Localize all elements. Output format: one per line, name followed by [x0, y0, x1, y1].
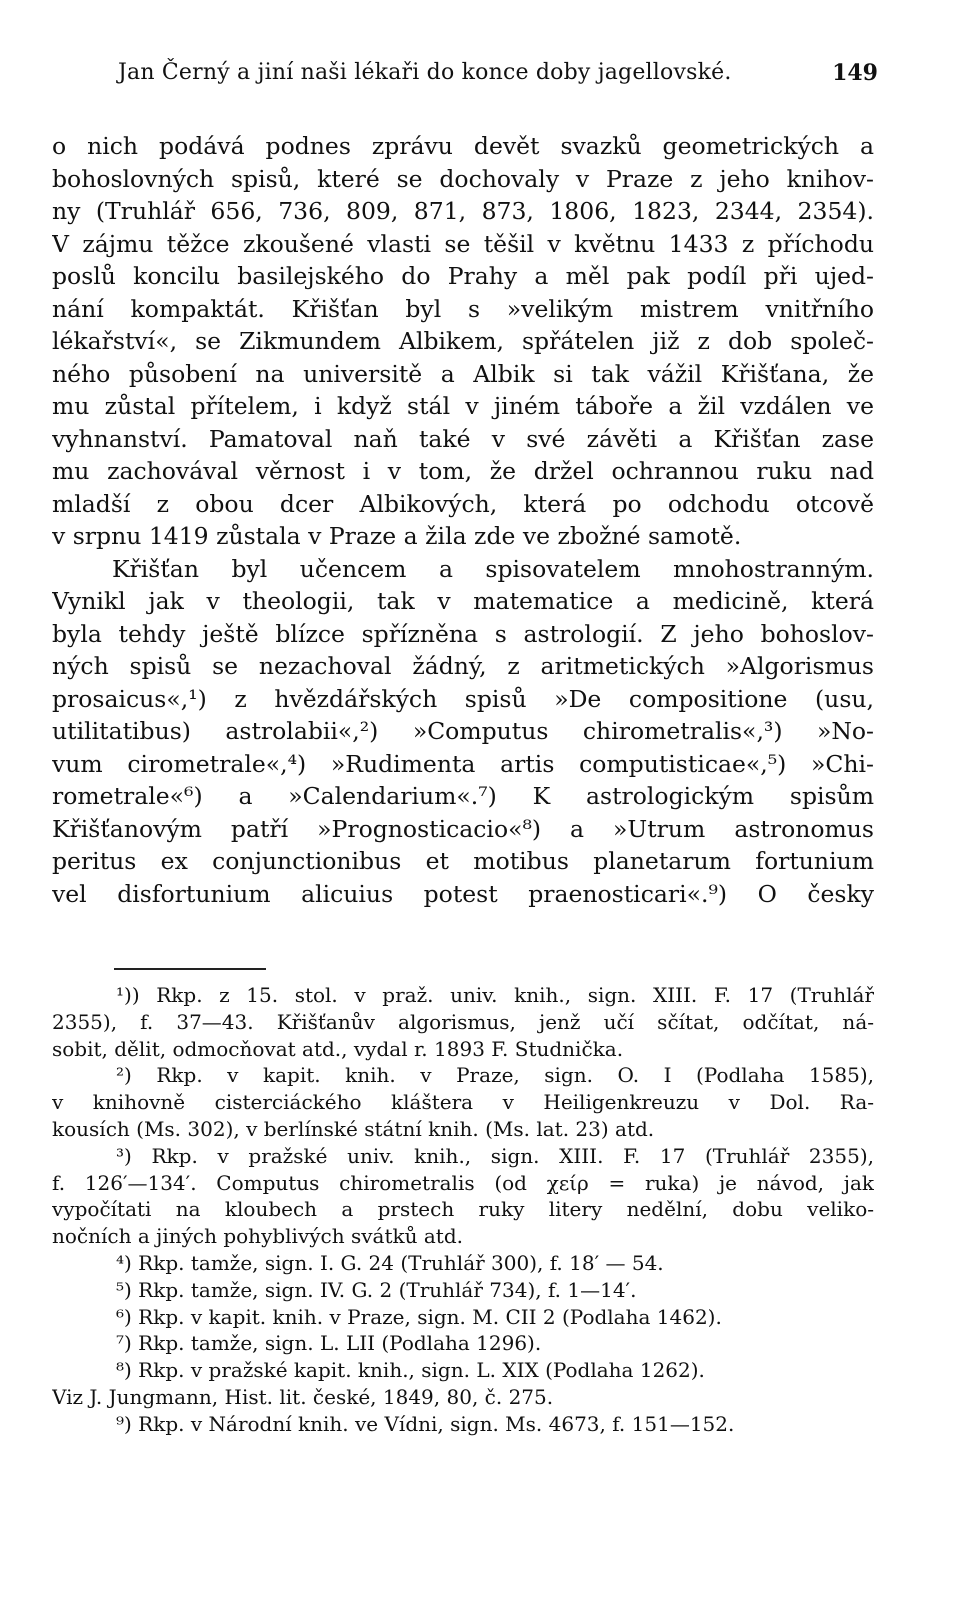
- body-line: mu zůstal přítelem, i když stál v jiném táboře a žil vzdálen ve: [52, 392, 874, 420]
- footnote-line: kousích (Ms. 302), v berlínské státní knih. (Ms. lat. 23) atd.: [52, 1116, 655, 1141]
- footnote-line: sobit, dělit, odmocňovat atd., vydal r. 1893 F. Studnička.: [52, 1036, 624, 1061]
- footnote-line: 2355), f. 37—43. Křišťanův algorismus, jenž učí sčítat, odčítat, ná-: [52, 1009, 874, 1034]
- footnote-separator: [114, 968, 266, 970]
- footnote-line: vypočítati na kloubech a prstech ruky litery nedělní, dobu veliko-: [52, 1197, 874, 1222]
- footnote-line: ⁷) Rkp. tamže, sign. L. LII (Podlaha 1296).: [116, 1331, 542, 1356]
- footnote-line: Viz J. Jungmann, Hist. lit. české, 1849, 80, č. 275.: [52, 1384, 554, 1409]
- body-line: mladší z obou dcer Albikových, která po odchodu otcově: [52, 489, 874, 518]
- body-line: Vynikl jak v theologii, tak v matematice a medicině, která: [52, 587, 874, 615]
- footnote-line: ⁸) Rkp. v pražské kapit. knih., sign. L. XIX (Podlaha 1262).: [116, 1358, 705, 1383]
- running-header: [118, 60, 878, 86]
- footnote-line: ¹)) Rkp. z 15. stol. v praž. univ. knih., sign. XIII. F. 17 (Truhlář: [116, 983, 874, 1007]
- body-line: mu zachovával věrnost i v tom, že držel ochrannou ruku nad: [52, 457, 874, 485]
- footnote-line: ²) Rkp. v kapit. knih. v Praze, sign. O. I (Podlaha 1585),: [116, 1063, 874, 1088]
- body-line: vel disfortunium alicuius potest praenosticari«.⁹) O česky: [52, 879, 874, 908]
- body-line: utilitatibus) astrolabii«,²) »Computus chirometralis«,³) »No-: [52, 717, 874, 745]
- footnote-line: ⁴) Rkp. tamže, sign. I. G. 24 (Truhlář 300), f. 18′ — 54.: [116, 1250, 664, 1275]
- footnote-line: nočních a jiných pohyblivých svátků atd.: [52, 1224, 463, 1249]
- footnote-line: ³) Rkp. v pražské univ. knih., sign. XIII. F. 17 (Truhlář 2355),: [116, 1143, 874, 1168]
- body-line: byla tehdy ještě blízce spřízněna s astrologií. Z jeho bohoslov-: [52, 619, 874, 648]
- body-line: nání kompaktát. Křišťan byl s »velikým mistrem vnitřního: [52, 294, 874, 323]
- body-line: Křišťanovým patří »Prognosticacio«⁸) a »Utrum astronomus: [52, 814, 874, 843]
- body-line: vyhnanství. Pamatoval naň také v své závěti a Křišťan zase: [52, 424, 874, 453]
- footnotes: [52, 982, 874, 1438]
- body-line: rometrale«⁶) a »Calendarium«.⁷) K astrologickým spisům: [52, 782, 874, 810]
- footnote-line: ⁵) Rkp. tamže, sign. IV. G. 2 (Truhlář 734), f. 1—14′.: [116, 1277, 637, 1302]
- footnote-line: f. 126′—134′. Computus chirometralis (od χείρ = ruka) je návod, jak: [52, 1170, 874, 1195]
- body-line: o nich podává podnes zprávu devět svazků geometrických a: [52, 132, 874, 160]
- body-line: v srpnu 1419 zůstala v Praze a žila zde ve zbožné samotě.: [52, 522, 742, 550]
- body-line: poslů koncilu basilejského do Prahy a měl pak podíl při ujed-: [52, 262, 874, 290]
- body-line: vum cirometrale«,⁴) »Rudimenta artis computisticae«,⁵) »Chi-: [52, 749, 874, 778]
- body-line: prosaicus«,¹) z hvězdářských spisů »De compositione (usu,: [52, 684, 874, 713]
- body-line: bohoslovných spisů, které se dochovaly v Praze z jeho knihov-: [52, 164, 874, 193]
- footnote-line: ⁹) Rkp. v Národní knih. ve Vídni, sign. Ms. 4673, f. 151—152.: [116, 1411, 735, 1436]
- footnote-line: ⁶) Rkp. v kapit. knih. v Praze, sign. M. CII 2 (Podlaha 1462).: [116, 1304, 722, 1329]
- body-line: peritus ex conjunctionibus et motibus planetarum fortunium: [52, 847, 874, 875]
- running-title: Jan Černý a jiní naši lékaři do konce doby jagellovské.: [118, 60, 732, 85]
- body-line: ných spisů se nezachoval žádný, z aritmetických »Algorismus: [52, 652, 874, 680]
- footnote-line: v knihovně cisterciáckého kláštera v Heiligenkreuzu v Dol. Ra-: [52, 1090, 874, 1115]
- body-text: [52, 130, 874, 910]
- body-line: V zájmu těžce zkoušené vlasti se těšil v květnu 1433 z příchodu: [52, 229, 874, 258]
- body-line: ného působení na universitě a Albik si tak vážil Křišťana, že: [52, 359, 874, 388]
- body-line: lékařství«, se Zikmundem Albikem, spřátelen již z dob společ-: [52, 327, 874, 355]
- body-line: ny (Truhlář 656, 736, 809, 871, 873, 1806, 1823, 2344, 2354).: [52, 197, 874, 225]
- paragraph-start-line: Křišťan byl učencem a spisovatelem mnohostranným.: [112, 554, 874, 583]
- page-number: 149: [832, 60, 878, 86]
